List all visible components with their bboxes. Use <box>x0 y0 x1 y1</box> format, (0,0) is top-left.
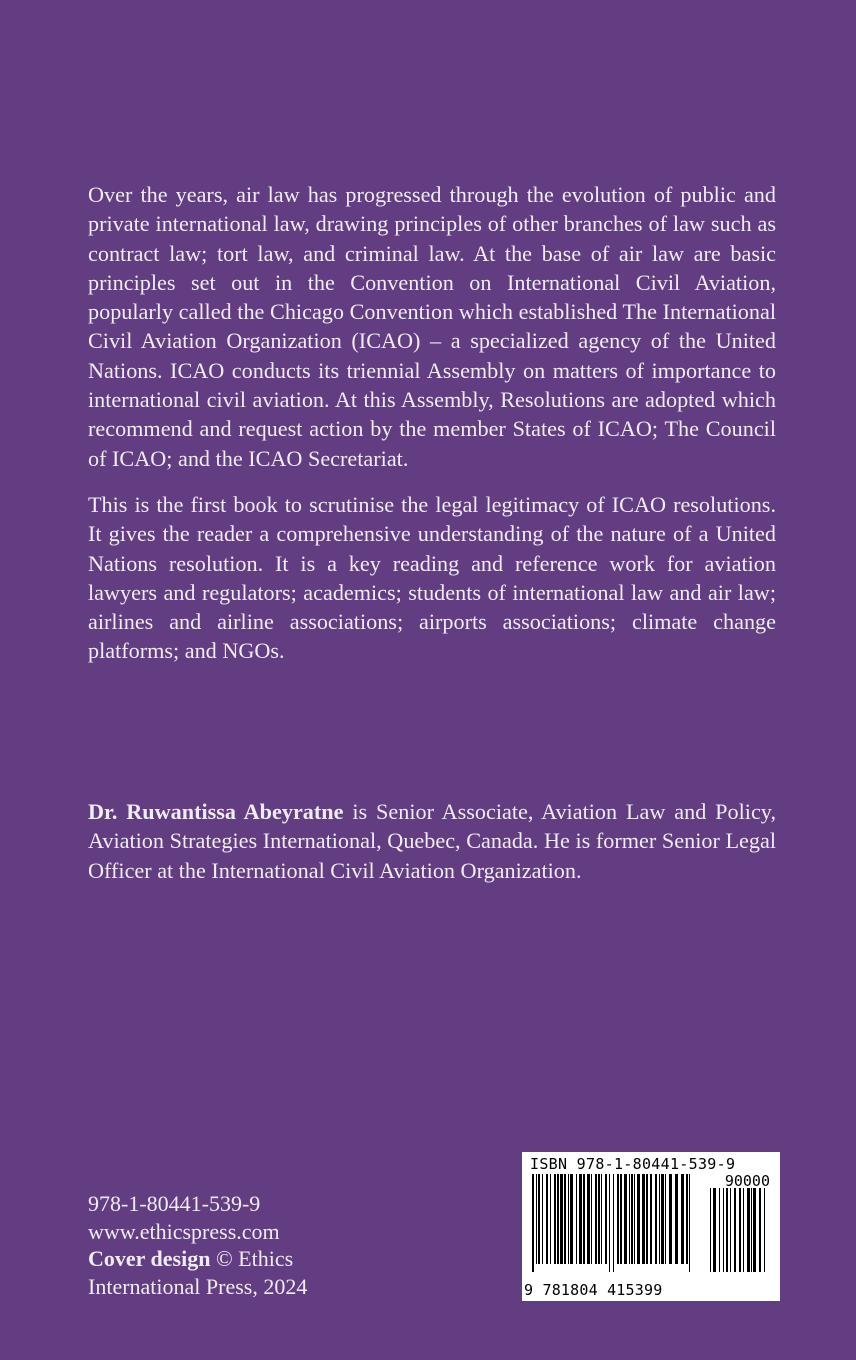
barcode-addon-bar <box>710 1188 711 1272</box>
barcode-addon-bar <box>747 1188 750 1272</box>
barcode-bar <box>624 1174 627 1264</box>
barcode-bar <box>591 1174 592 1264</box>
barcode-bar <box>538 1174 540 1264</box>
barcode-bar <box>587 1174 590 1264</box>
barcode-bar <box>576 1174 577 1264</box>
barcode-bar <box>554 1174 556 1264</box>
barcode-addon-bar <box>753 1188 756 1272</box>
barcode-bar <box>669 1174 672 1264</box>
barcode-bar <box>601 1174 602 1264</box>
barcode-addon: 90000 <box>724 1172 770 1190</box>
barcode-bar <box>686 1174 688 1264</box>
author-bio-text: is Senior Associate, Aviation Law and Policy, Aviation Strategies International, Quebec, Canada. He is former Senior Legal Officer at the International Civil Aviation Organization. <box>88 799 776 883</box>
author-bio <box>88 797 776 885</box>
barcode-bar <box>650 1174 652 1264</box>
blurb-paragraph-1: Over the years, air law has progressed through the evolution of public and private international law, drawing principles of other branches of law such as contract law; tort law, and criminal law. At the base of air law are basic principles set out in the Convention on International Civil Aviation, popularly called the Chicago Convention which established The International Civil Aviation Organization (ICAO) – a specialized agency of the United Nations. ICAO conducts its triennial Assembly on matters of importance to international civil aviation. At this Assembly, Resolutions are adopted which recommend and request action by the member States of ICAO; The Council of ICAO; and the ICAO Secretariat. <box>88 182 776 471</box>
barcode-addon-bar <box>739 1188 741 1272</box>
cover-design-line <box>88 1245 307 1273</box>
barcode-bar <box>570 1174 573 1264</box>
barcode-bar <box>665 1174 666 1264</box>
barcode-bar <box>659 1174 660 1264</box>
barcode-bar <box>637 1174 640 1264</box>
cover-design-text: © Ethics <box>210 1246 294 1271</box>
barcode-bar <box>629 1174 630 1264</box>
barcode-isbn-label: ISBN 978-1-80441-539-9 <box>530 1155 736 1173</box>
barcode-bar <box>542 1174 543 1264</box>
isbn-barcode <box>522 1152 780 1301</box>
barcode-bar <box>646 1174 648 1264</box>
barcode-bar <box>546 1174 548 1264</box>
barcode-bar <box>675 1174 678 1264</box>
barcode-bar <box>532 1174 534 1272</box>
barcode-addon-bar <box>730 1188 731 1272</box>
barcode-bar <box>568 1174 569 1264</box>
author-name: Dr. Ruwantissa Abeyratne <box>88 799 344 824</box>
barcode-bar <box>634 1174 635 1264</box>
barcode-bar <box>605 1174 607 1264</box>
barcode-bar <box>598 1174 600 1264</box>
barcode-bar <box>631 1174 633 1264</box>
publisher-credits <box>88 1190 307 1300</box>
barcode-bar <box>536 1174 537 1264</box>
barcode-addon-bar <box>723 1188 724 1272</box>
barcode-addon-bar <box>734 1188 736 1272</box>
barcode-bar <box>620 1174 622 1264</box>
barcode-addon-bar <box>726 1188 728 1272</box>
barcode-addon-bar <box>764 1188 765 1272</box>
barcode-bar <box>550 1174 551 1264</box>
barcode-bar <box>655 1174 657 1264</box>
barcode-bar <box>609 1174 610 1272</box>
barcode-bar <box>560 1174 563 1264</box>
barcode-bar <box>595 1174 597 1264</box>
barcode-bar <box>642 1174 645 1264</box>
barcode-addon-bar <box>743 1188 744 1272</box>
barcode-bar <box>617 1174 619 1264</box>
barcode-bar <box>579 1174 582 1264</box>
barcode-bar <box>613 1174 614 1272</box>
blurb-paragraph-2: This is the first book to scrutinise the legal legitimacy of ICAO resolutions. It gives the reader a comprehensive understanding of the nature of a United Nations resolution. It is a key reading and reference work for aviation lawyers and regulators; academics; students of international law and air law; airlines and airline associations; airports associations; climate change platforms; and NGOs. <box>88 491 776 664</box>
back-cover-blurb <box>88 180 776 683</box>
isbn-line: 978-1-80441-539-9 <box>88 1191 261 1216</box>
barcode-bar <box>661 1174 664 1264</box>
barcode-bar <box>689 1174 690 1272</box>
website-line: www.ethicspress.com <box>88 1218 280 1244</box>
cover-design-label: Cover design <box>88 1246 211 1271</box>
barcode-digits: 9 781804 415399 <box>524 1281 663 1299</box>
barcode-addon-bar <box>713 1188 716 1272</box>
barcode-addon-bar <box>719 1188 720 1272</box>
barcode-addon-bar <box>759 1188 761 1272</box>
barcode-bar <box>564 1174 566 1264</box>
publisher-line: International Press, 2024 <box>88 1273 308 1299</box>
barcode-bar <box>557 1174 559 1264</box>
barcode-bar <box>583 1174 585 1264</box>
barcode-bar <box>681 1174 684 1264</box>
barcode-addon-bar <box>751 1188 752 1272</box>
